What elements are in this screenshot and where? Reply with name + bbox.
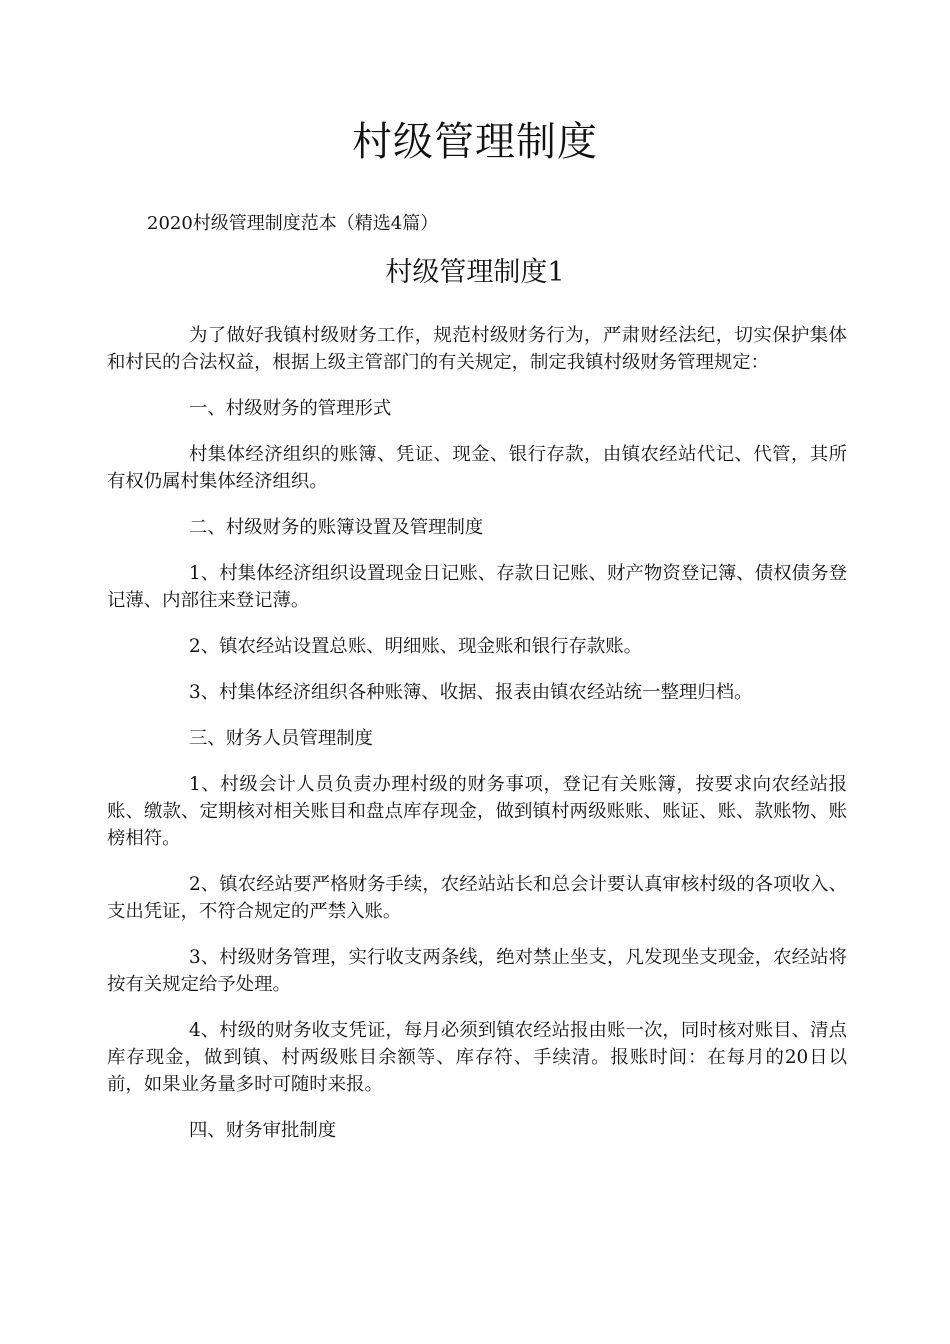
heading-approval: 四、财务审批制度 (189, 1120, 337, 1141)
paragraph-staff-3: 3、村级财务管理，实行收支两条线，绝对禁止坐支，凡发现坐支现金，农经站将按有关规定给予处理。 (107, 947, 847, 995)
paragraph-staff-2: 2、镇农经站要严格财务手续，农经站站长和总会计要认真审核村级的各项收入、支出凭证，不符合规定的严禁入账。 (107, 874, 847, 922)
paragraph-ledger-3: 3、村集体经济组织各种账簿、收据、报表由镇农经站统一整理归档。 (189, 682, 753, 703)
paragraph-intro: 为了做好我镇村级财务工作，规范村级财务行为，严肃财经法纪，切实保护集体和村民的合法权益，根据上级主管部门的有关规定，制定我镇村级财务管理规定： (107, 325, 847, 373)
heading-management-form: 一、村级财务的管理形式 (189, 398, 392, 419)
document-title: 村级管理制度 (352, 119, 598, 165)
paragraph-ledger-1: 1、村集体经济组织设置现金日记账、存款日记账、财产物资登记簿、债权债务登记薄、内部往来登记薄。 (107, 563, 847, 611)
heading-staff-management: 三、财务人员管理制度 (189, 728, 373, 749)
paragraph-staff-1: 1、村级会计人员负责办理村级的财务事项，登记有关账簿，按要求向农经站报账、缴款、定期核对相关账目和盘点库存现金，做到镇村两级账账、账证、账、款账物、账榜相符。 (107, 774, 847, 849)
paragraph-management-form: 村集体经济组织的账簿、凭证、现金、银行存款，由镇农经站代记、代管，其所有权仍属村集体经济组织。 (107, 444, 847, 492)
paragraph-staff-4: 4、村级的财务收支凭证，每月必须到镇农经站报由账一次，同时核对账目、清点库存现金，做到镇、村两级账目余额等、库存符、手续清。报账时间：在每月的20日以前，如果业务量多时可随时来报。 (107, 1020, 847, 1095)
paragraph-ledger-2: 2、镇农经站设置总账、明细账、现金账和银行存款账。 (189, 636, 643, 657)
document-subtitle: 2020村级管理制度范本（精选4篇） (147, 213, 439, 234)
heading-ledger-setup: 二、村级财务的账簿设置及管理制度 (189, 517, 484, 538)
section-title: 村级管理制度1 (385, 257, 565, 288)
document-body (107, 322, 847, 1163)
